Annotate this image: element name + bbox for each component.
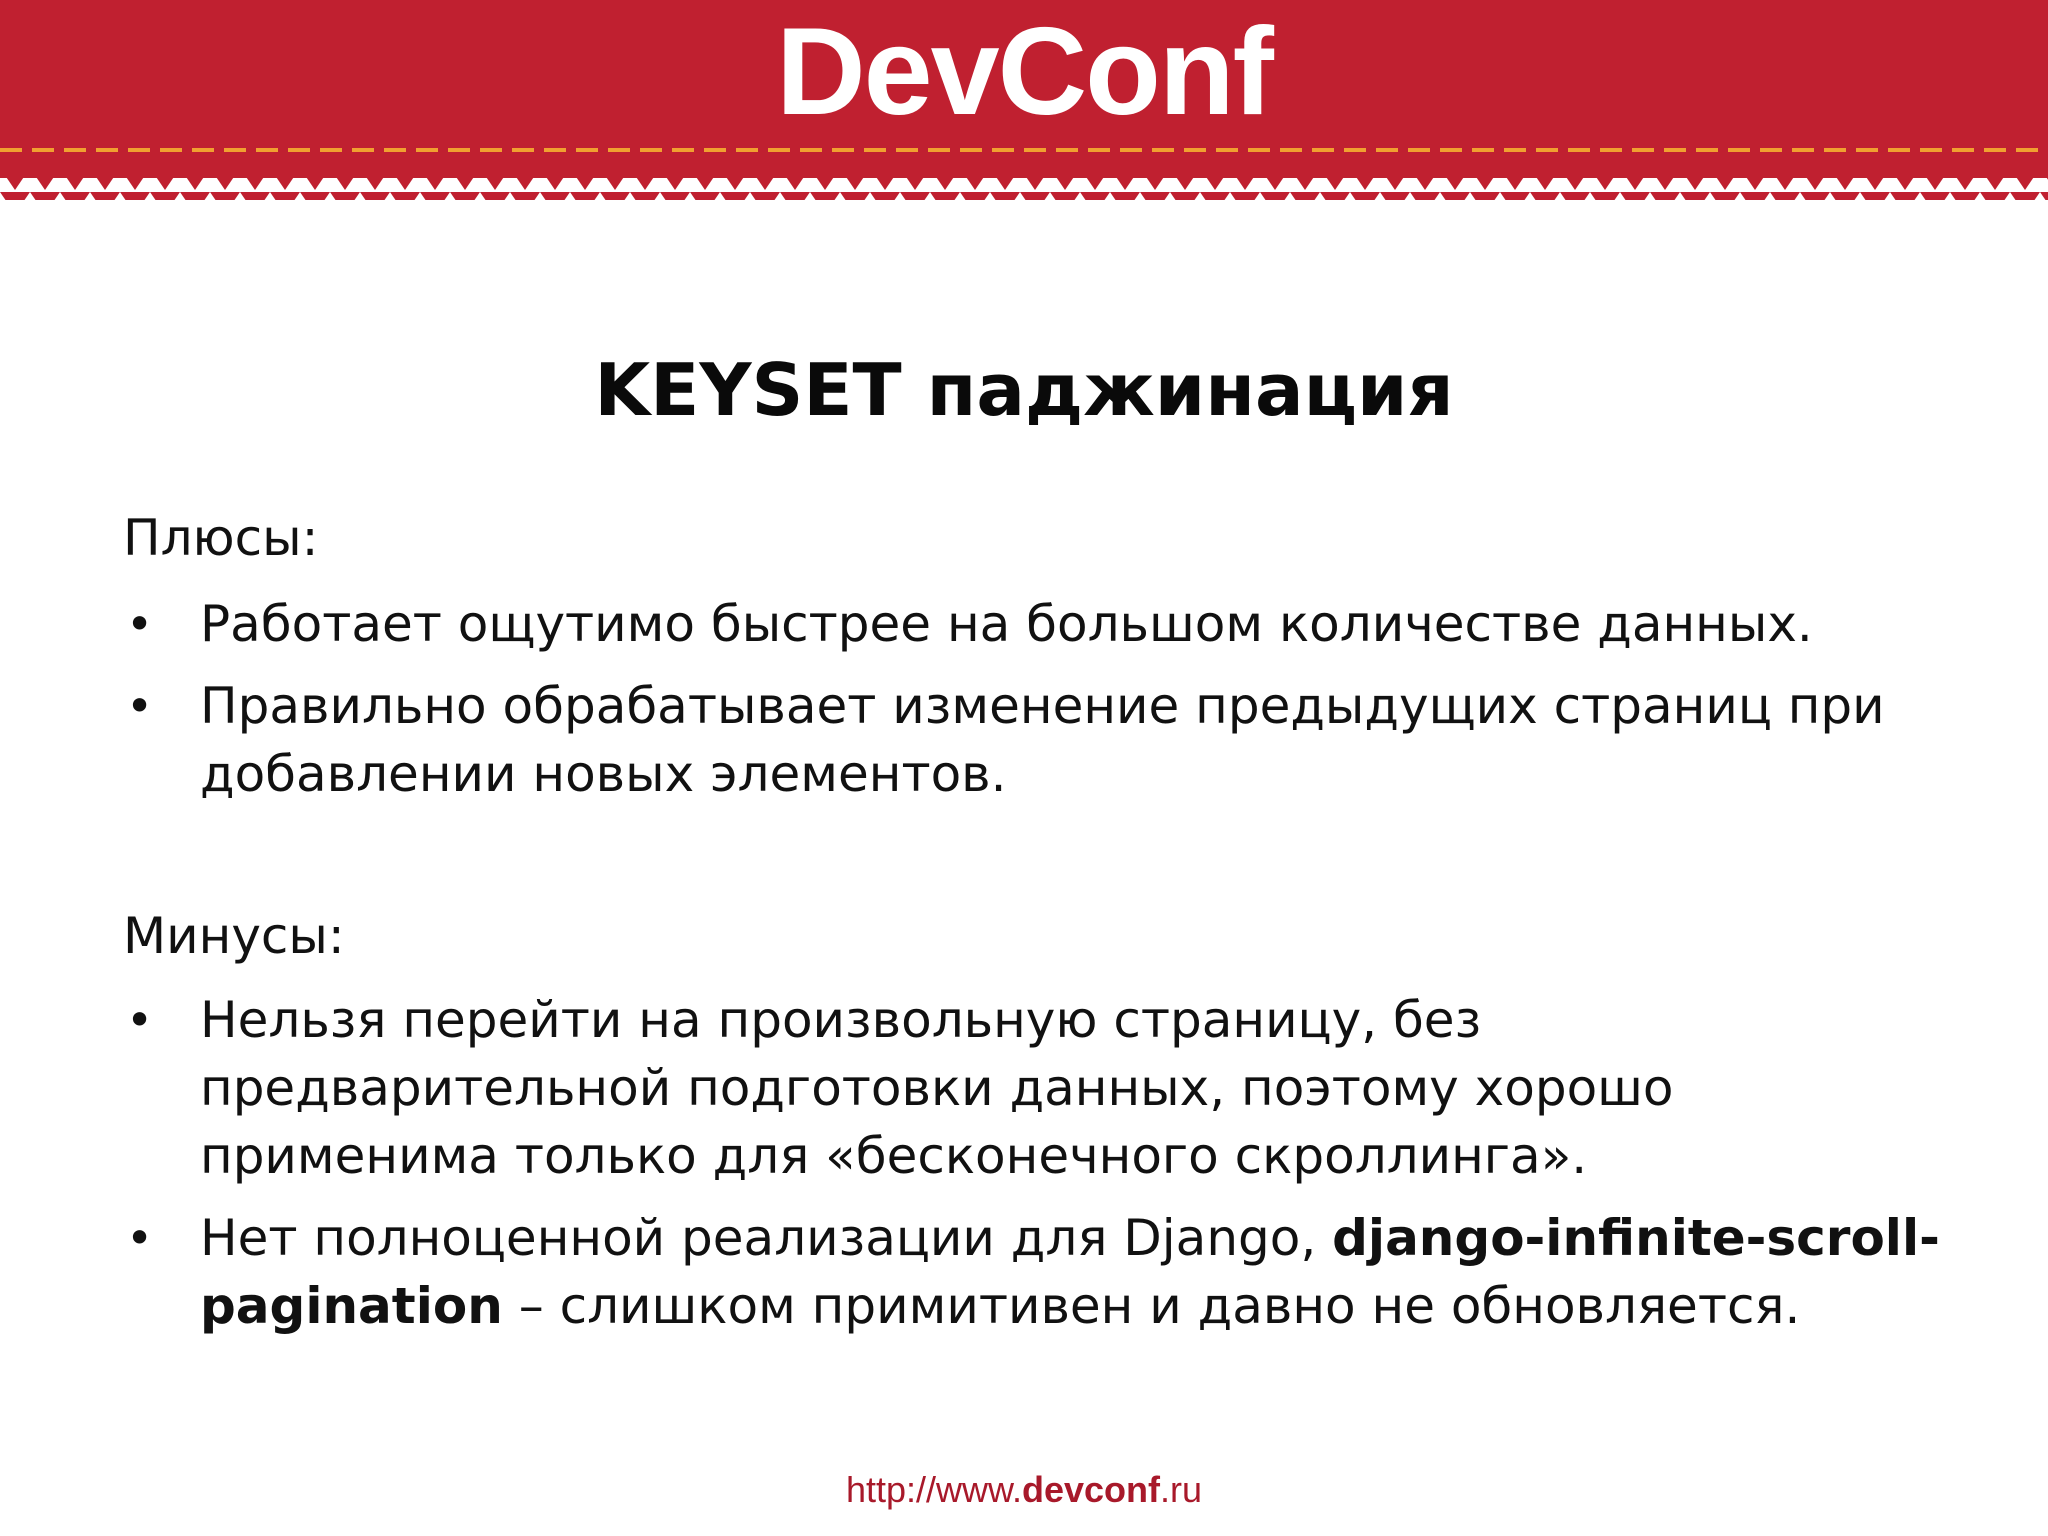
pros-item-1: Работает ощутимо быстрее на большом количестве данных.	[200, 595, 1813, 653]
pros-item-2-line-2: добавлении новых элементов.	[200, 745, 1007, 803]
package-name-part-1: django-infinite-scroll-	[1332, 1209, 1940, 1267]
slide-title: KEYSET паджинация	[594, 348, 1454, 432]
footer-url[interactable]	[0, 1468, 2048, 1512]
cons-item-1-line-1: Нельзя перейти на произвольную страницу, без	[200, 991, 1482, 1049]
footer-url-prefix: http://www.	[845, 1469, 1022, 1510]
cons-item-1-line-3: применима только для «бесконечного скроллинга».	[200, 1127, 1588, 1185]
cons-item-1-line-2: предварительной подготовки данных, поэтому хорошо	[200, 1059, 1674, 1117]
footer-url-domain: devconf	[1022, 1469, 1161, 1510]
footer-url-suffix: .ru	[1160, 1469, 1203, 1510]
package-name-part-2: pagination	[200, 1277, 503, 1335]
cons-item-2-prefix: Нет полноценной реализации для Django,	[200, 1209, 1333, 1267]
cons-item-2-line-1	[200, 1204, 1980, 1272]
bullet-dot: •	[126, 679, 154, 733]
pros-item-2-line-1: Правильно обрабатывает изменение предыдущих страниц при	[200, 677, 1885, 735]
cons-item-2-suffix: – слишком примитивен и давно не обновляется.	[502, 1277, 1801, 1335]
bullet-dot: •	[126, 993, 154, 1047]
bullet-dot: •	[126, 597, 154, 651]
cons-label: Минусы:	[123, 907, 345, 965]
pros-label: Плюсы:	[123, 509, 319, 567]
devconf-logo: DevConf	[776, 3, 1272, 141]
bullet-dot: •	[126, 1211, 154, 1265]
cons-item-2-line-2	[200, 1272, 1980, 1340]
